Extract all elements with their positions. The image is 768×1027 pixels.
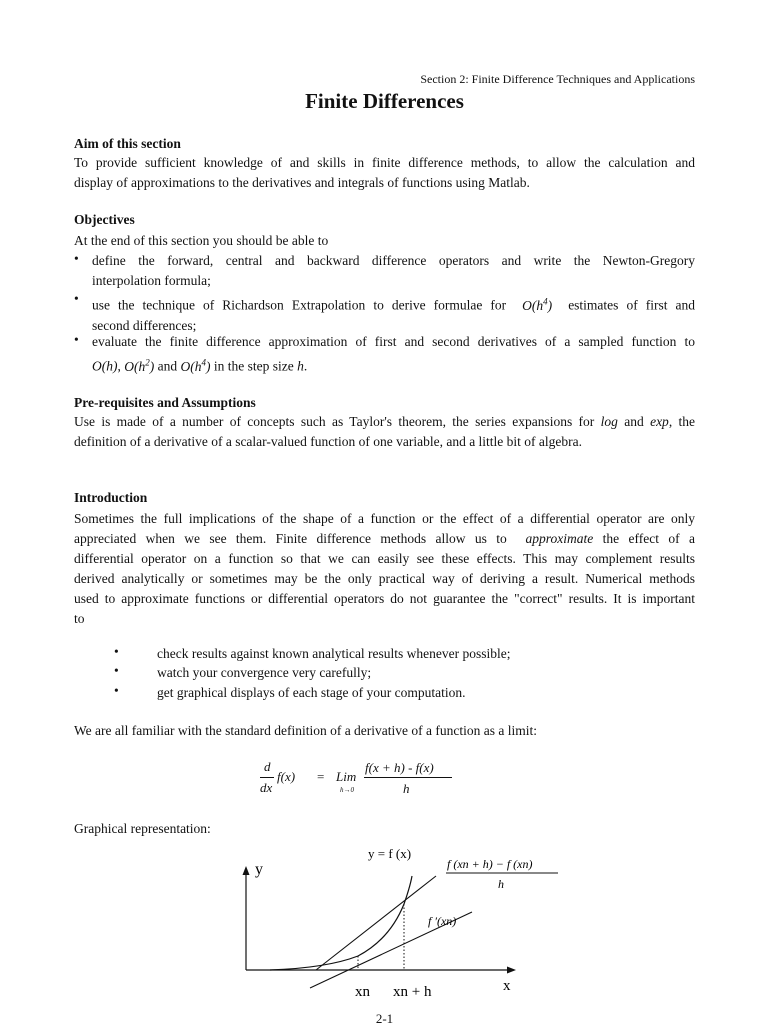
bullet-marker: • [114,683,119,698]
bullet-marker: • [114,663,119,678]
xn-h-label: xn + h [393,984,432,1000]
formula-dx: dx [260,780,273,795]
formula-frac-line [260,777,274,778]
page-number: 2-1 [375,1011,394,1026]
page-title: Finite Differences [305,89,464,113]
objective-3-line-2: O(h), $O(h^2)$ and $O(h^4)$ in the step size h. [92,357,308,374]
secant-numerator: f (xn + h) − f (xn) [447,857,533,871]
intro-paragraph: Sometimes the full implications of the shape of a function or the effect of a differential operator are only appreciated when we see them. Finite difference methods allow us to approximate the effect of a differential operator on a function so that we can easily see these effects. This may complement results derived analytically or sometimes may be the only practical way of deriving a result. Numerical methods used to approximate functions or differential operators do not guarantee the "correct" results. It is important to [74,511,696,626]
secant-denominator: h [498,877,504,891]
aim-paragraph [74,153,695,193]
intro-bullet-3: get graphical displays of each stage of your computation. [157,685,466,700]
objective-2-line-1: use the technique of Richardson Extrapolation to derive formulae for $O(h^4)$ estimates of first and [92,296,695,313]
intro-bullet-2: watch your convergence very carefully; [157,665,372,680]
formula-lim: Lim [336,769,357,784]
derivative-formula [260,757,480,807]
prereq-line-1: Use is made of a number of concepts such as Taylor's theorem, the series expansions for log and exp, the [74,414,696,429]
x-axis-label: x [503,978,511,994]
prereq-line-2: definition of a derivative of a scalar-valued function of one variable, and a little bit of algebra. [74,434,583,449]
bullet-marker: • [74,291,79,306]
objective-bullet-3 [92,332,695,377]
formula-lim-sub: h→0 [340,786,354,794]
bullet-marker: • [74,251,79,266]
x-axis-arrow [507,967,516,974]
y-axis-label: y [255,861,263,878]
formula-denominator: h [403,781,410,796]
y-axis-arrow [243,866,250,875]
objectives-intro: At the end of this section you should be able to [74,233,329,248]
objective-bullet-1 [92,251,695,291]
aim-line-2: display of approximations to the derivatives and integrals of functions using Matlab. [74,175,530,190]
curve-label: y = f (x) [368,846,412,861]
formula-frac-line [364,777,452,778]
formula-d: d [264,759,271,774]
objective-1-line-2: interpolation formula; [92,273,211,288]
bullet-marker: • [114,644,119,659]
tangent-label: f ′(xn) [428,914,457,928]
aim-line-1: To provide sufficient knowledge of and skills in finite difference methods, to allow the calculation and [74,155,695,170]
derivative-sentence: We are all familiar with the standard definition of a derivative of a function as a limit: [74,723,538,738]
bullet-marker: • [74,332,79,347]
objective-1-line-1: define the forward, central and backward difference operators and write the Newton-Gregory [92,253,695,268]
formula-numerator: f(x + h) - f(x) [365,760,434,775]
objective-bullet-2 [92,291,695,336]
prereq-heading: Pre-requisites and Assumptions [74,395,256,410]
objective-2-line-2: second differences; [92,317,197,333]
function-curve [270,876,412,970]
intro-bullet-1: check results against known analytical results whenever possible; [157,646,511,661]
intro-heading: Introduction [74,490,148,505]
aim-heading: Aim of this section [74,136,181,151]
formula-equals: = [317,769,325,784]
formula-fx: f(x) [277,769,296,784]
objective-3-line-1: evaluate the finite difference approximation of first and second derivatives of a sampled function to [92,334,695,349]
secant-line [316,876,436,970]
derivative-figure [232,842,572,1007]
objectives-heading: Objectives [74,212,135,227]
prereq-paragraph [74,412,695,452]
running-head: Section 2: Finite Difference Techniques and Applications [420,72,695,86]
xn-label: xn [355,984,370,1000]
graphical-label: Graphical representation: [74,821,211,836]
